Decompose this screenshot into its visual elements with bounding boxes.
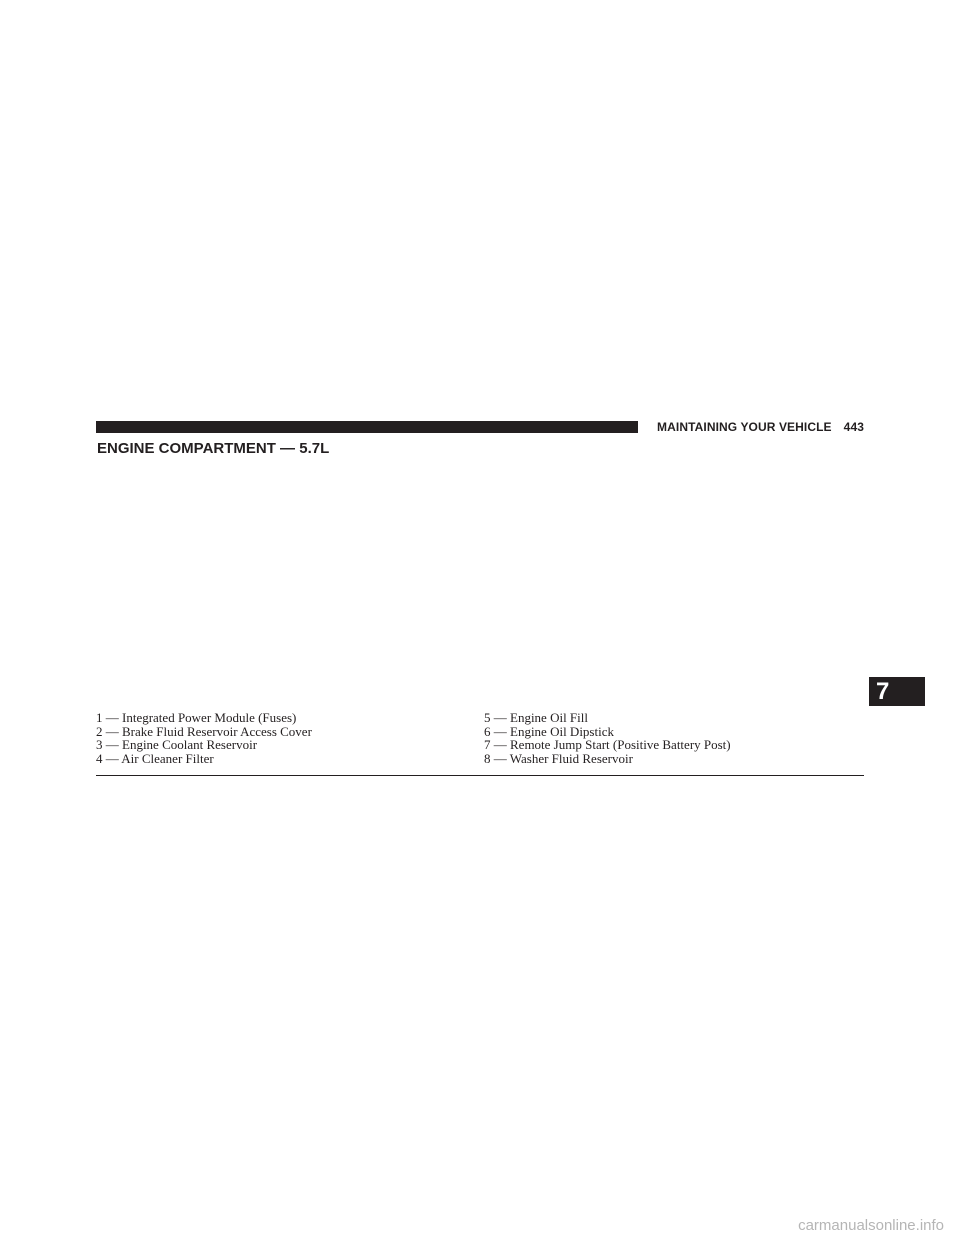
chapter-tab: 7 xyxy=(869,677,925,706)
legend-item: 5 — Engine Oil Fill xyxy=(484,710,588,725)
legend-item: 8 — Washer Fluid Reservoir xyxy=(484,750,633,766)
running-head-section: MAINTAINING YOUR VEHICLE xyxy=(657,420,832,434)
page-number: 443 xyxy=(843,420,864,434)
legend-column-left xyxy=(96,711,484,765)
page-title: ENGINE COMPARTMENT — 5.7L xyxy=(97,440,330,457)
site-watermark: carmanualsonline.info xyxy=(798,1217,944,1234)
legend-item: 3 — Engine Coolant Reservoir xyxy=(96,737,258,752)
legend-divider xyxy=(96,775,864,776)
legend-item: 6 — Engine Oil Dipstick xyxy=(484,723,614,739)
legend-item: 4 — Air Cleaner Filter xyxy=(96,750,214,766)
legend-column-right xyxy=(484,711,864,765)
engine-compartment-figure xyxy=(96,464,864,706)
legend-item: 2 — Brake Fluid Reservoir Access Cover xyxy=(96,723,312,739)
figure-legend xyxy=(96,711,864,765)
header-rule-bar xyxy=(96,421,638,433)
legend-item: 7 — Remote Jump Start (Positive Battery Post) xyxy=(484,737,731,752)
legend-item: 1 — Integrated Power Module (Fuses) xyxy=(96,710,297,725)
running-head xyxy=(648,419,864,435)
